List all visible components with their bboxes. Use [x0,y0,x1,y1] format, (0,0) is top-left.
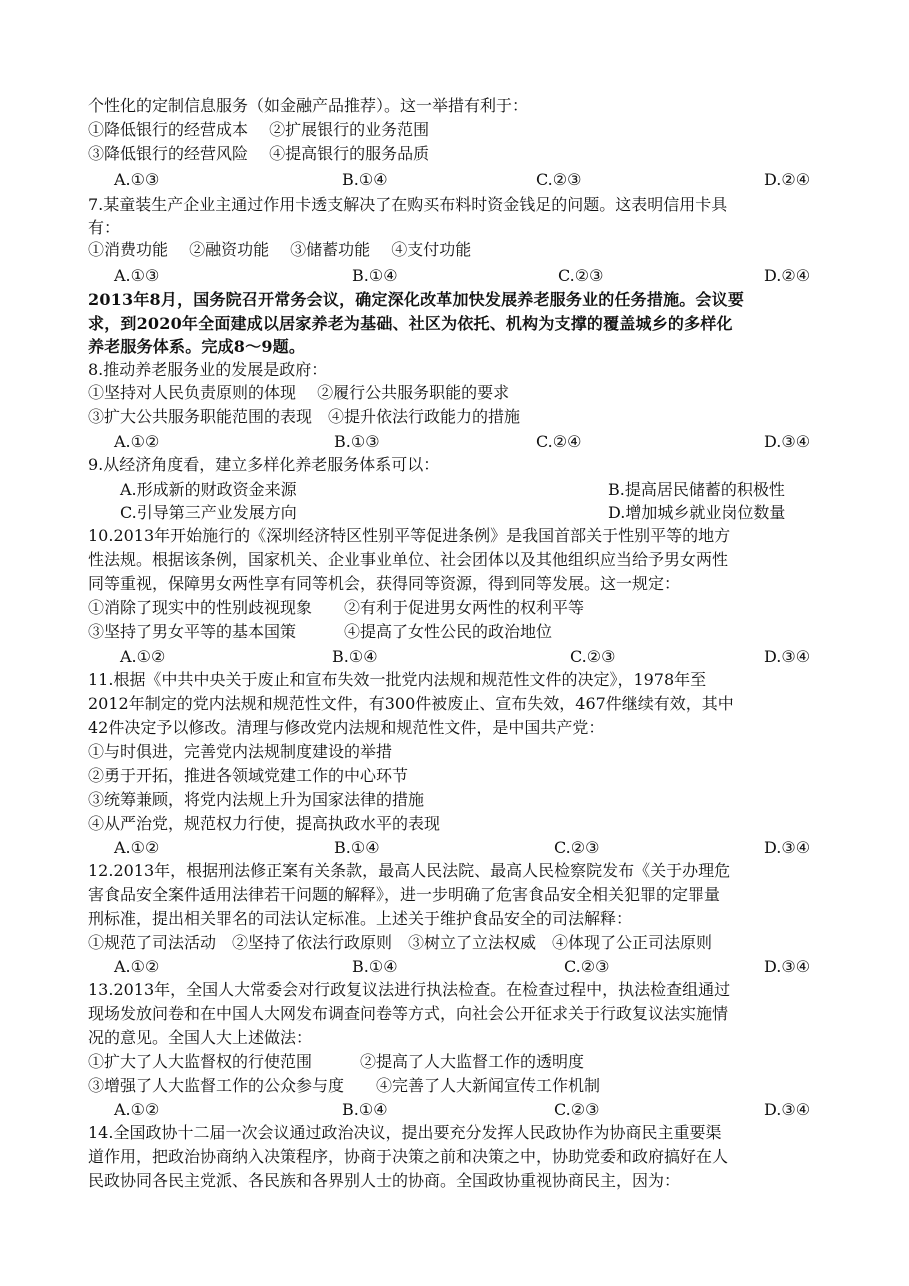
q13-option-a: A.①② [114,1100,160,1119]
q6-option-d: D.②④ [764,170,811,189]
q10-statement-3-4: ③坚持了男女平等的基本国策 ④提高了女性公民的政治地位 [88,622,553,641]
q11-option-d: D.③④ [764,838,811,857]
material-line-3: 养老服务体系。完成8～9题。 [88,337,306,356]
q6-option-c: C.②③ [536,170,582,189]
q8-stem: 8.推动养老服务业的发展是政府： [88,360,328,379]
q7-option-a: A.①③ [114,266,160,285]
q10-stem-line-1: 10.2013年开始施行的《深圳经济特区性别平等促进条例》是我国首部关于性别平等的地方 [88,526,731,545]
q12-option-c: C.②③ [564,957,610,976]
q12-statements: ①规范了司法活动 ②坚持了依法行政原则 ③树立了立法权威 ④体现了公正司法原则 [88,933,713,952]
q10-option-c: C.②③ [570,647,616,666]
q6-statement-1-2: ①降低银行的经营成本 ②扩展银行的业务范围 [88,120,430,139]
q7-stem-line-1: 7.某童装生产企业主通过作用卡透支解决了在购买布料时资金钱足的问题。这表明信用卡具 [88,195,728,214]
q11-statement-2: ②勇于开拓，推进各领域党建工作的中心环节 [88,766,409,785]
q10-stem-line-2: 性法规。根据该条例，国家机关、企业事业单位、社会团体以及其他组织应当给予男女两性 [88,550,729,569]
q9-stem: 9.从经济角度看，建立多样化养老服务体系可以： [88,455,440,474]
q11-statement-3: ③统筹兼顾，将党内法规上升为国家法律的措施 [88,790,425,809]
q8-option-a: A.①② [114,432,160,451]
q6-stem-line: 个性化的定制信息服务（如金融产品推荐）。这一举措有利于： [88,96,529,115]
q7-option-d: D.②④ [764,266,811,285]
material-line-2: 求，到2020年全面建成以居家养老为基础、社区为依托、机构为支撑的覆盖城乡的多样化 [88,314,733,333]
q7-stem-line-2: 有： [88,218,121,237]
q12-stem-line-2: 害食品安全案件适用法律若干问题的解释》，进一步明确了危害食品安全相关犯罪的定罪量 [88,885,721,904]
q13-statement-1-2: ①扩大了人大监督权的行使范围 ②提高了人大监督工作的透明度 [88,1052,585,1071]
q14-stem-line-1: 14.全国政协十二届一次会议通过政治决议，提出要充分发挥人民政协作为协商民主重要渠 [88,1123,722,1142]
q12-option-a: A.①② [114,957,160,976]
q12-option-b: B.①④ [352,957,398,976]
q9-option-d: D.增加城乡就业岗位数量 [608,503,786,522]
q7-statements: ①消费功能 ②融资功能 ③储蓄功能 ④支付功能 [88,240,472,259]
q13-stem-line-2: 现场发放问卷和在中国人大网发布调查问卷等方式，向社会公开征求关于行政复议法实施情 [88,1004,729,1023]
q12-stem-line-1: 12.2013年，根据刑法修正案有关条款，最高人民法院、最高人民检察院发布《关于办理危 [88,861,731,880]
q9-option-a: A.形成新的财政资金来源 [120,480,297,499]
q11-option-b: B.①④ [334,838,380,857]
q11-stem-line-2: 2012年制定的党内法规和规范性文件，有300件被废止、宣布失效，467件继续有效，其中 [88,694,734,713]
q10-option-d: D.③④ [764,647,811,666]
q13-option-c: C.②③ [554,1100,600,1119]
q11-stem-line-1: 11.根据《中共中央关于废止和宣布失效一批党内法规和规范性文件的决定》，1978年至 [88,670,707,689]
q12-option-d: D.③④ [764,957,811,976]
q7-option-b: B.①④ [352,266,398,285]
q8-option-d: D.③④ [764,432,811,451]
q10-statement-1-2: ①消除了现实中的性别歧视现象 ②有利于促进男女两性的权利平等 [88,598,585,617]
q11-stem-line-3: 42件决定予以修改。清理与修改党内法规和规范性文件，是中国共产党： [88,718,605,737]
q8-statement-1-2: ①坚持对人民负责原则的体现 ②履行公共服务职能的要求 [88,383,510,402]
q11-option-a: A.①② [114,838,160,857]
q14-stem-line-3: 民政协同各民主党派、各民族和各界别人士的协商。全国政协重视协商民主，因为： [88,1171,681,1190]
q6-statement-3-4: ③降低银行的经营风险 ④提高银行的服务品质 [88,144,430,163]
q11-statement-1: ①与时俱进，完善党内法规制度建设的举措 [88,742,393,761]
q13-stem-line-3: 况的意见。全国人大上述做法： [88,1028,313,1047]
q8-option-b: B.①③ [334,432,380,451]
material-line-1: 2013年8月，国务院召开常务会议，确定深化改革加快发展养老服务业的任务措施。会议要 [88,290,745,309]
q13-option-b: B.①④ [342,1100,388,1119]
q7-option-c: C.②③ [558,266,604,285]
q13-stem-line-1: 13.2013年，全国人大常委会对行政复议法进行执法检查。在检查过程中，执法检查组通过 [88,980,731,999]
q10-stem-line-3: 同等重视，保障男女两性享有同等机会，获得同等资源，得到同等发展。这一规定： [88,574,681,593]
q11-option-c: C.②③ [554,838,600,857]
q9-option-c: C.引导第三产业发展方向 [120,503,297,522]
q12-stem-line-3: 刑标准，提出相关罪名的司法认定标准。上述关于维护食品安全的司法解释： [88,909,633,928]
q6-option-b: B.①④ [342,170,388,189]
q8-option-c: C.②④ [536,432,582,451]
q10-option-a: A.①② [120,647,166,666]
q8-statement-3-4: ③扩大公共服务职能范围的表现 ④提升依法行政能力的措施 [88,407,521,426]
q14-stem-line-2: 道作用，把政治协商纳入决策程序，协商于决策之前和决策之中，协助党委和政府搞好在人 [88,1147,729,1166]
q10-option-b: B.①④ [332,647,378,666]
q11-statement-4: ④从严治党，规范权力行使，提高执政水平的表现 [88,814,441,833]
q6-option-a: A.①③ [114,170,160,189]
q13-statement-3-4: ③增强了人大监督工作的公众参与度 ④完善了人大新闻宣传工作机制 [88,1076,601,1095]
q9-option-b: B.提高居民储蓄的积极性 [608,480,785,499]
q13-option-d: D.③④ [764,1100,811,1119]
